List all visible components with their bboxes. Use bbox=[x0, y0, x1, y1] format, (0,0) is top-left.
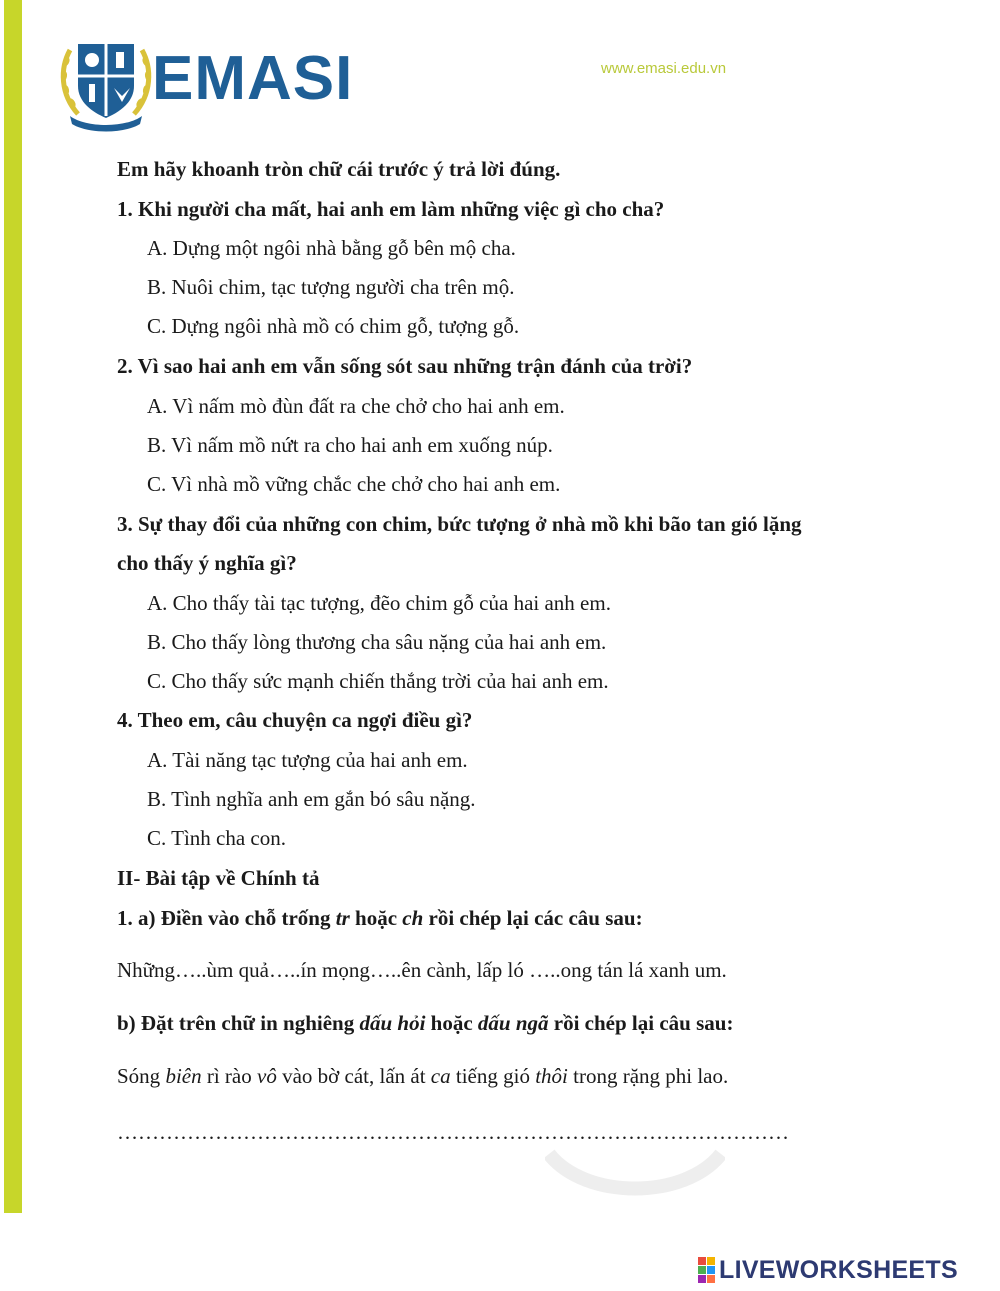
tone-mark-sentence bbox=[117, 1066, 728, 1087]
sentence-part: tiếng gió bbox=[450, 1064, 536, 1088]
question-4: 4. Theo em, câu chuyện ca ngợi điều gì? bbox=[117, 708, 473, 732]
liveworksheets-wordmark: LIVEWORKSHEETS bbox=[719, 1255, 958, 1284]
exercise-1a-heading bbox=[117, 908, 643, 929]
italic-word-thoi: thôi bbox=[535, 1064, 568, 1088]
q4-option-a[interactable]: A. Tài năng tạc tượng của hai anh em. bbox=[147, 748, 468, 772]
website-link[interactable]: www.emasi.edu.vn bbox=[601, 60, 727, 77]
ex1a-tr: tr bbox=[335, 906, 350, 930]
italic-word-vo: vô bbox=[257, 1064, 277, 1088]
ex1b-text-2: hoặc bbox=[425, 1011, 478, 1035]
q3-option-c[interactable]: C. Cho thấy sức mạnh chiến thắng trời của hai anh em. bbox=[147, 669, 609, 693]
q4-option-c[interactable]: C. Tình cha con. bbox=[147, 826, 287, 850]
liveworksheets-blocks-icon bbox=[698, 1257, 715, 1283]
side-accent-bar bbox=[4, 0, 22, 1213]
watermark-seal-icon bbox=[545, 1148, 725, 1196]
italic-word-ca: ca bbox=[430, 1064, 451, 1088]
sentence-part: rì rào bbox=[201, 1064, 257, 1088]
liveworksheets-logo bbox=[698, 1255, 958, 1285]
ex1b-dau-hoi: dấu hỏi bbox=[359, 1011, 426, 1035]
ex1a-number: 1 bbox=[117, 906, 128, 930]
q1-option-c[interactable]: C. Dựng ngôi nhà mồ có chim gỗ, tượng gỗ. bbox=[147, 314, 520, 338]
ex1a-text-2: hoặc bbox=[349, 906, 403, 930]
fill-in-sentence: Những…..ùm quả…..ín mọng…..ên cành, lấp ló …..ong tán lá xanh um. bbox=[117, 958, 727, 982]
question-2: 2. Vì sao hai anh em vẫn sống sót sau những trận đánh của trời? bbox=[117, 354, 693, 378]
sentence-part: trong rặng phi lao. bbox=[567, 1064, 729, 1088]
brand-name: EMASI bbox=[152, 44, 354, 113]
instruction-text: Em hãy khoanh tròn chữ cái trước ý trả lời đúng. bbox=[117, 157, 561, 181]
q2-option-c[interactable]: C. Vì nhà mồ vững chắc che chở cho hai anh em. bbox=[147, 472, 561, 496]
section-2-heading: II- Bài tập về Chính tả bbox=[117, 866, 320, 890]
answer-line[interactable]: …………………………………………………………………………………… bbox=[117, 1120, 789, 1144]
question-3-line-1: 3. Sự thay đổi của những con chim, bức tượng ở nhà mồ khi bão tan gió lặng bbox=[117, 512, 802, 536]
q1-option-a[interactable]: A. Dựng một ngôi nhà bằng gỗ bên mộ cha. bbox=[147, 236, 516, 260]
exercise-1b-heading bbox=[117, 1013, 733, 1034]
ex1b-text-3: rồi chép lại câu sau: bbox=[548, 1011, 734, 1035]
ex1b-text-1: b) Đặt trên chữ in nghiêng bbox=[117, 1011, 360, 1035]
sentence-part: Sóng bbox=[117, 1064, 166, 1088]
ex1a-text-3: rồi chép lại các câu sau: bbox=[423, 906, 643, 930]
q4-option-b[interactable]: B. Tình nghĩa anh em gắn bó sâu nặng. bbox=[147, 787, 476, 811]
question-1: 1. Khi người cha mất, hai anh em làm những việc gì cho cha? bbox=[117, 197, 665, 221]
q3-option-a[interactable]: A. Cho thấy tài tạc tượng, đẽo chim gỗ của hai anh em. bbox=[147, 591, 611, 615]
q2-option-b[interactable]: B. Vì nấm mồ nứt ra cho hai anh em xuống núp. bbox=[147, 433, 553, 457]
ex1a-text-1: . a) Điền vào chỗ trống bbox=[127, 906, 336, 930]
italic-word-bien: biên bbox=[165, 1064, 202, 1088]
sentence-part: vào bờ cát, lấn át bbox=[276, 1064, 431, 1088]
school-crest-icon bbox=[56, 36, 156, 132]
q3-option-b[interactable]: B. Cho thấy lòng thương cha sâu nặng của hai anh em. bbox=[147, 630, 607, 654]
q1-option-b[interactable]: B. Nuôi chim, tạc tượng người cha trên mộ. bbox=[147, 275, 515, 299]
q2-option-a[interactable]: A. Vì nấm mò đùn đất ra che chở cho hai anh em. bbox=[147, 394, 565, 418]
ex1b-dau-nga: dấu ngã bbox=[477, 1011, 549, 1035]
ex1a-ch: ch bbox=[402, 906, 424, 930]
question-3-line-2: cho thấy ý nghĩa gì? bbox=[117, 551, 297, 575]
